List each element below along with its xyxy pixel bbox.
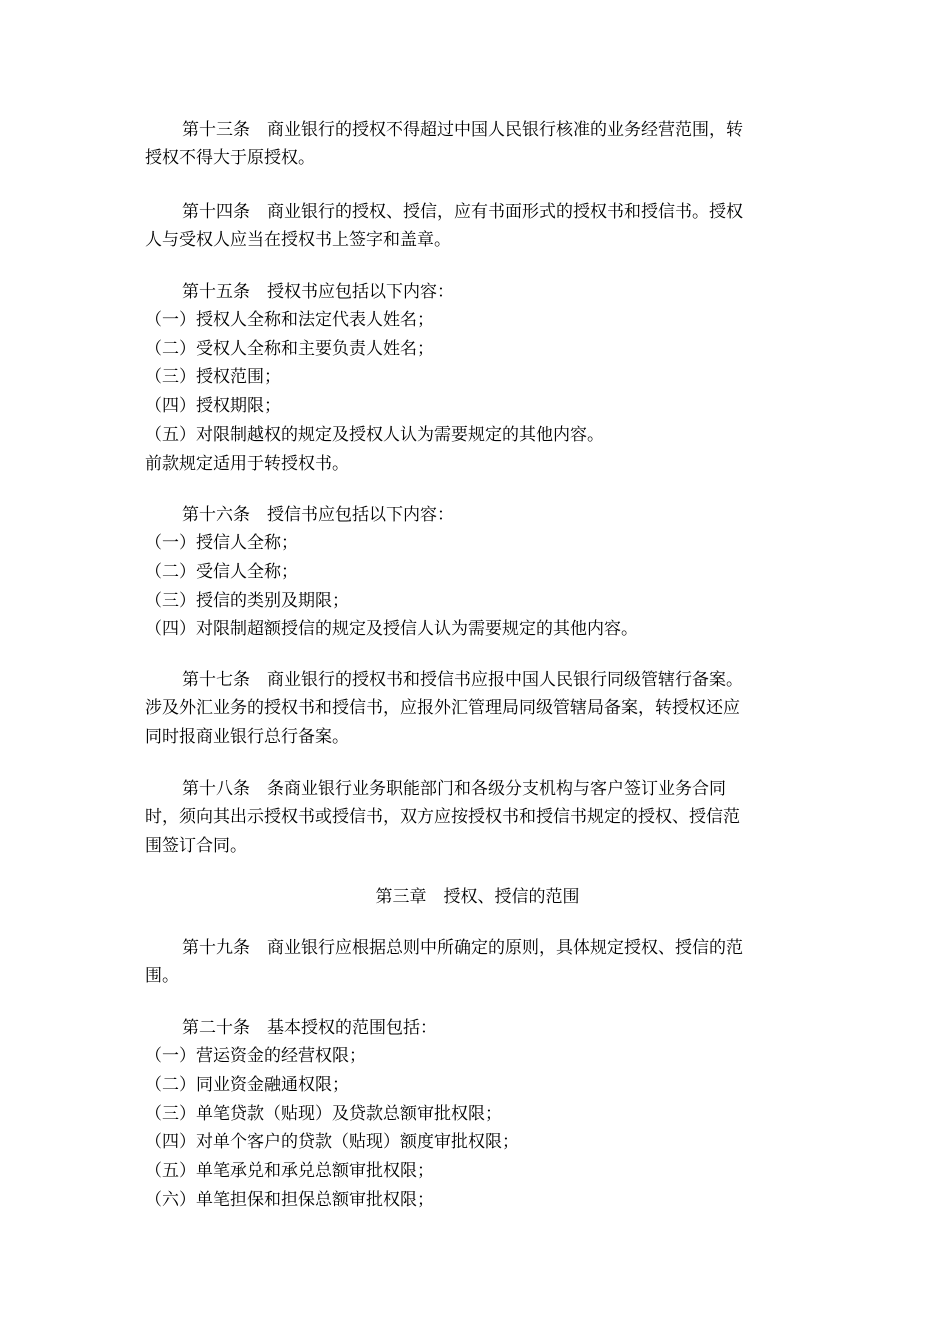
article-20-item-5: （五）单笔承兑和承兑总额审批权限； <box>145 1161 434 1181</box>
article-19-line-2: 围。 <box>145 966 179 986</box>
article-18-line-3: 围签订合同。 <box>145 836 247 856</box>
article-16-item-2: （二）受信人全称； <box>145 562 298 582</box>
article-14-line-1: 第十四条 商业银行的授权、授信，应有书面形式的授权书和授信书。授权 <box>182 202 743 222</box>
article-15-item-2: （二）受权人全称和主要负责人姓名； <box>145 339 434 359</box>
article-13-line-2: 授权不得大于原授权。 <box>145 148 315 168</box>
article-14-line-2: 人与受权人应当在授权书上签字和盖章。 <box>145 230 451 250</box>
article-20-item-2: （二）同业资金融通权限； <box>145 1075 349 1095</box>
article-17-line-2: 涉及外汇业务的授权书和授信书，应报外汇管理局同级管辖局备案，转授权还应 <box>145 698 740 718</box>
article-15-item-4: （四）授权期限； <box>145 396 281 416</box>
article-15-item-1: （一）授权人全称和法定代表人姓名； <box>145 310 434 330</box>
article-17-line-1: 第十七条 商业银行的授权书和授信书应报中国人民银行同级管辖行备案。 <box>182 670 743 690</box>
article-20-item-4: （四）对单个客户的贷款（贴现）额度审批权限； <box>145 1132 519 1152</box>
article-16-item-3: （三）授信的类别及期限； <box>145 591 349 611</box>
article-16-item-1: （一）授信人全称； <box>145 533 298 553</box>
article-17-line-3: 同时报商业银行总行备案。 <box>145 727 349 747</box>
article-15-item-5: （五）对限制越权的规定及授权人认为需要规定的其他内容。 <box>145 425 604 445</box>
article-18-line-1: 第十八条 条商业银行业务职能部门和各级分支机构与客户签订业务合同 <box>182 779 726 799</box>
chapter-3-heading: 第三章 授权、授信的范围 <box>375 887 580 907</box>
article-15-item-3: （三）授权范围； <box>145 367 281 387</box>
article-20-item-3: （三）单笔贷款（贴现）及贷款总额审批权限； <box>145 1104 502 1124</box>
article-15-note: 前款规定适用于转授权书。 <box>145 454 349 474</box>
article-15-heading: 第十五条 授权书应包括以下内容： <box>182 282 454 302</box>
article-13-line-1: 第十三条 商业银行的授权不得超过中国人民银行核准的业务经营范围，转 <box>182 120 743 140</box>
article-19-line-1: 第十九条 商业银行应根据总则中所确定的原则，具体规定授权、授信的范 <box>182 938 743 958</box>
article-20-item-6: （六）单笔担保和担保总额审批权限； <box>145 1190 434 1210</box>
article-18-line-2: 时，须向其出示授权书或授信书，双方应按授权书和授信书规定的授权、授信范 <box>145 807 740 827</box>
article-16-heading: 第十六条 授信书应包括以下内容： <box>182 505 454 525</box>
article-20-heading: 第二十条 基本授权的范围包括： <box>182 1018 437 1038</box>
article-20-item-1: （一）营运资金的经营权限； <box>145 1046 366 1066</box>
article-16-item-4: （四）对限制超额授信的规定及授信人认为需要规定的其他内容。 <box>145 619 638 639</box>
